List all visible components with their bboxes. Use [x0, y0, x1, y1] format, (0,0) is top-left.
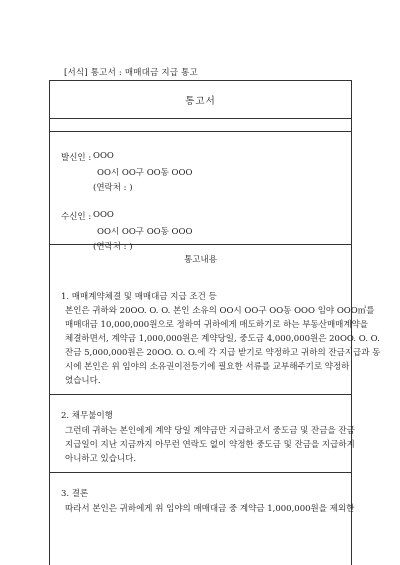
section-line: 따라서 본인은 귀하에게 위 임야의 매매대금 중 계약금 1,000,000원을 제외한 [65, 504, 355, 514]
section-divider [50, 472, 351, 473]
sender-address: OO시 OO구 OO동 OOO [97, 168, 193, 178]
recipient-label: 수신인 : [61, 212, 92, 222]
section-divider [50, 394, 351, 395]
section-line: 그런데 귀하는 본인에게 계약 당일 계약금만 지급하고서 중도금 및 잔금을 잔금 [65, 426, 355, 436]
section-line: 지급일이 지난 지금까지 아무런 연락도 없이 약정한 중도금 및 잔금을 지급하지 [65, 440, 355, 450]
notice-document [49, 80, 381, 565]
recipient-name: OOO [93, 210, 114, 220]
content-heading: 통고내용 [184, 255, 217, 265]
spacer-row [50, 119, 351, 132]
section-line: 본인은 귀하와 20OO. O. O. 본인 소유의 OO시 OO구 OO동 OOO 임야 OOO㎡를 [65, 306, 375, 316]
sender-contact: (연락처 : ) [93, 183, 133, 193]
section-heading: 1. 매매계약체결 및 매매대금 지급 조건 등 [61, 292, 217, 302]
section-line: 아니하고 있습니다. [65, 454, 137, 464]
section-line: 였습니다. [65, 376, 101, 386]
section-heading: 2. 채무불이행 [61, 411, 113, 421]
sender-name: OOO [93, 151, 114, 161]
section-line: 잔금 5,000,000원은 20OO. O. O.에 각 지급 받기로 약정하고 귀하의 잔금지급과 동 [65, 348, 381, 358]
recipient-address: OO시 OO구 OO동 OOO [97, 227, 193, 237]
section-line: 매매대금 10,000,000원으로 정하여 귀하에게 매도하기로 하는 부동산매매계약을 [65, 320, 369, 330]
form-label: [서식] 통고서 : 매매대금 지급 통고 [64, 68, 198, 78]
recipient-contact: (연락처 : ) [93, 242, 133, 252]
party-section [50, 132, 351, 252]
document-title: 통고서 [185, 95, 216, 107]
title-row [50, 81, 351, 119]
section-line: 체결하면서, 계약금 1,000,000원은 계약당일, 중도금 4,000,000원은 20OO. O. O. [65, 334, 380, 344]
section-line: 시에 본인은 위 임야의 소유권이전등기에 필요한 서류를 교부해주기로 약정하 [65, 362, 350, 372]
section-heading: 3. 결론 [61, 489, 89, 499]
sender-label: 발신인 : [61, 153, 92, 163]
